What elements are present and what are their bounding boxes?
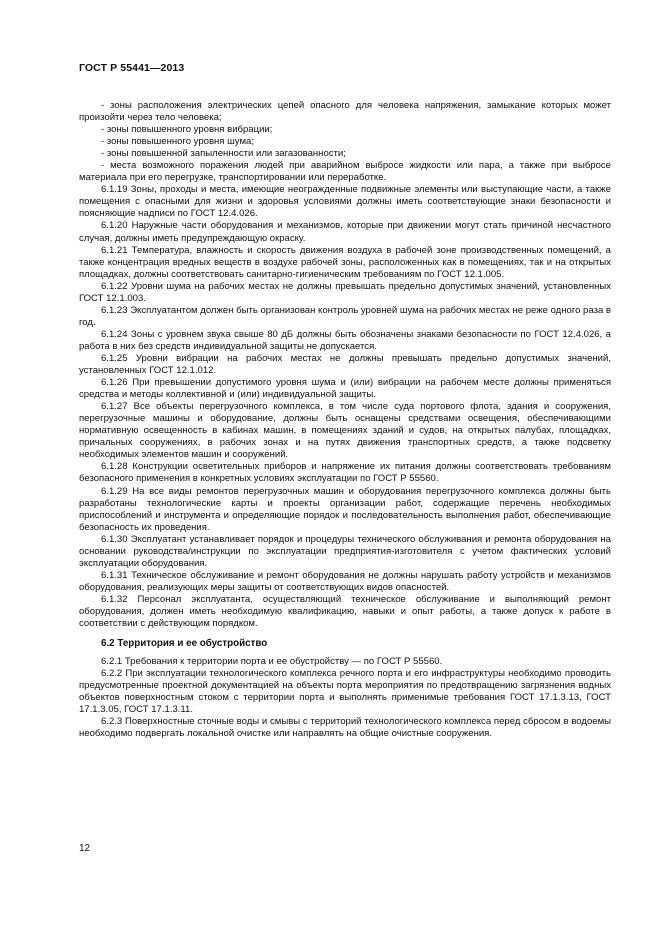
paragraph: 6.1.19 Зоны, проходы и места, имеющие неогражденные подвижные элементы или выступающие части, а также помещения с опасными для жизни и здоровья условиями должны иметь соответствующие знаки безопасности и поясняющие надписи по ГОСТ 12.4.026.	[79, 184, 611, 220]
paragraph: 6.1.27 Все объекты перегрузочного комплекса, в том числе суда портового флота, здания и сооружения, перегрузочные машины и оборудование, должны быть оснащены средствами освещения, обеспечивающими нормативную освещенность в кабинах машин, в помещениях зданий и судов, на открытых палубах, площадках, причальных сооружениях, в рабочих зонах и на путях движения транспортных средств, а также подсветку необходимых элементов машин и сооружений.	[79, 401, 611, 461]
section-heading: 6.2 Территория и ее обустройство	[101, 638, 268, 650]
paragraph-list-top	[79, 100, 611, 630]
paragraph: 6.2.2 При эксплуатации технологического комплекса речного порта и его инфраструктуры необходимо проводить предусмотренные проектной документацией на объекты порта мероприятия по предотвращению загрязнения водных объектов поверхностным стоком с территории порта и выполнять применимые требования ГОСТ 17.1.3.13, ГОСТ 17.1.3.05, ГОСТ 17.1.3.11.	[79, 668, 611, 716]
paragraph: 6.1.29 На все виды ремонтов перегрузочных машин и оборудования перегрузочного комплекса должны быть разработаны технологические карты и проекты организации работ, содержащие перечень необходимых приспособлений и инструмента и определяющие порядок и последовательность выполнения работ, обеспечивающие безопасность их проведения.	[79, 485, 611, 533]
paragraph-list-bottom	[79, 656, 611, 740]
paragraph: - места возможного поражения людей при аварийном выбросе жидкости или пара, а также при выбросе материала при его перегрузке, транспортировании или переработке.	[79, 160, 611, 184]
paragraph: 6.2.1 Требования к территории порта и ее обустройству — по ГОСТ Р 55560.	[101, 656, 443, 668]
paragraph: 6.1.30 Эксплуатант устанавливает порядок и процедуры технического обслуживания и ремонта оборудования на основании руководства/инструкции по эксплуатации предприятия-изготовителя с учетом фактических условий эксплуатации оборудования.	[79, 533, 611, 569]
paragraph: - зоны повышенной запыленности или загазованности;	[101, 148, 346, 160]
paragraph: 6.1.31 Техническое обслуживание и ремонт оборудования не должны нарушать работу устройств и механизмов оборудования, реализующих меры защиты от соответствующих видов опасностей.	[79, 569, 611, 593]
paragraph: 6.1.25 Уровни вибрации на рабочих местах не должны превышать предельно допустимых значений, установленных ГОСТ 12.1.012.	[79, 352, 611, 377]
paragraph: - зоны повышенного уровня вибрации;	[101, 124, 273, 136]
paragraph: 6.1.22 Уровни шума на рабочих местах не должны превышать предельно допустимых значений, установленных ГОСТ 12.1.003.	[79, 280, 611, 304]
document-body	[79, 100, 611, 740]
paragraph: 6.1.21 Температура, влажность и скорость движения воздуха в рабочей зоне производственных помещений, а также концентрация вредных веществ в воздухе рабочей зоны, расположенных как в помещениях, так и на открытых площадках, должны соответствовать санитарно-гигиеническим требованиям по ГОСТ 12.1.005.	[79, 244, 611, 280]
paragraph: 6.2.3 Поверхностные сточные воды и смывы с территорий технологического комплекса перед сбросом в водоемы необходимо подвергать локальной очистке или направлять на общие очистные сооружения.	[79, 716, 611, 740]
paragraph: - зоны повышенного уровня шума;	[101, 136, 254, 148]
paragraph: 6.1.32 Персонал эксплуатанта, осуществляющий техническое обслуживание и выполняющий ремонт оборудования, должен иметь необходимую квалификацию, навыки и опыт работы, а также допуск к работе в соответствии с действующим порядком.	[79, 593, 611, 630]
paragraph: 6.1.20 Наружные части оборудования и механизмов, которые при движении могут стать причиной несчастного случая, должны иметь предупреждающую окраску.	[79, 220, 611, 244]
paragraph: - зоны расположения электрических цепей опасного для человека напряжения, замыкание которых может произойти через тело человека;	[79, 100, 611, 124]
paragraph: 6.1.26 При превышении допустимого уровня шума и (или) вибрации на рабочем месте должны применяться средства и методы коллективной и (или) индивидуальной защиты.	[79, 377, 611, 401]
paragraph: 6.1.28 Конструкции осветительных приборов и напряжение их питания должны соответствовать требованиям безопасного применения в конкретных условиях эксплуатации по ГОСТ Р 55560.	[79, 461, 611, 485]
page-number: 12	[79, 843, 91, 854]
document-header: ГОСТ Р 55441—2013	[79, 62, 185, 74]
paragraph: 6.1.23 Эксплуатантом должен быть организован контроль уровней шума на рабочих местах не реже одного раза в год.	[79, 304, 611, 328]
paragraph: 6.1.24 Зоны с уровнем звука свыше 80 дБ должны быть обозначены знаками безопасности по ГОСТ 12.4.026, а работа в них без средств индивидуальной защиты не допускается.	[79, 328, 611, 352]
